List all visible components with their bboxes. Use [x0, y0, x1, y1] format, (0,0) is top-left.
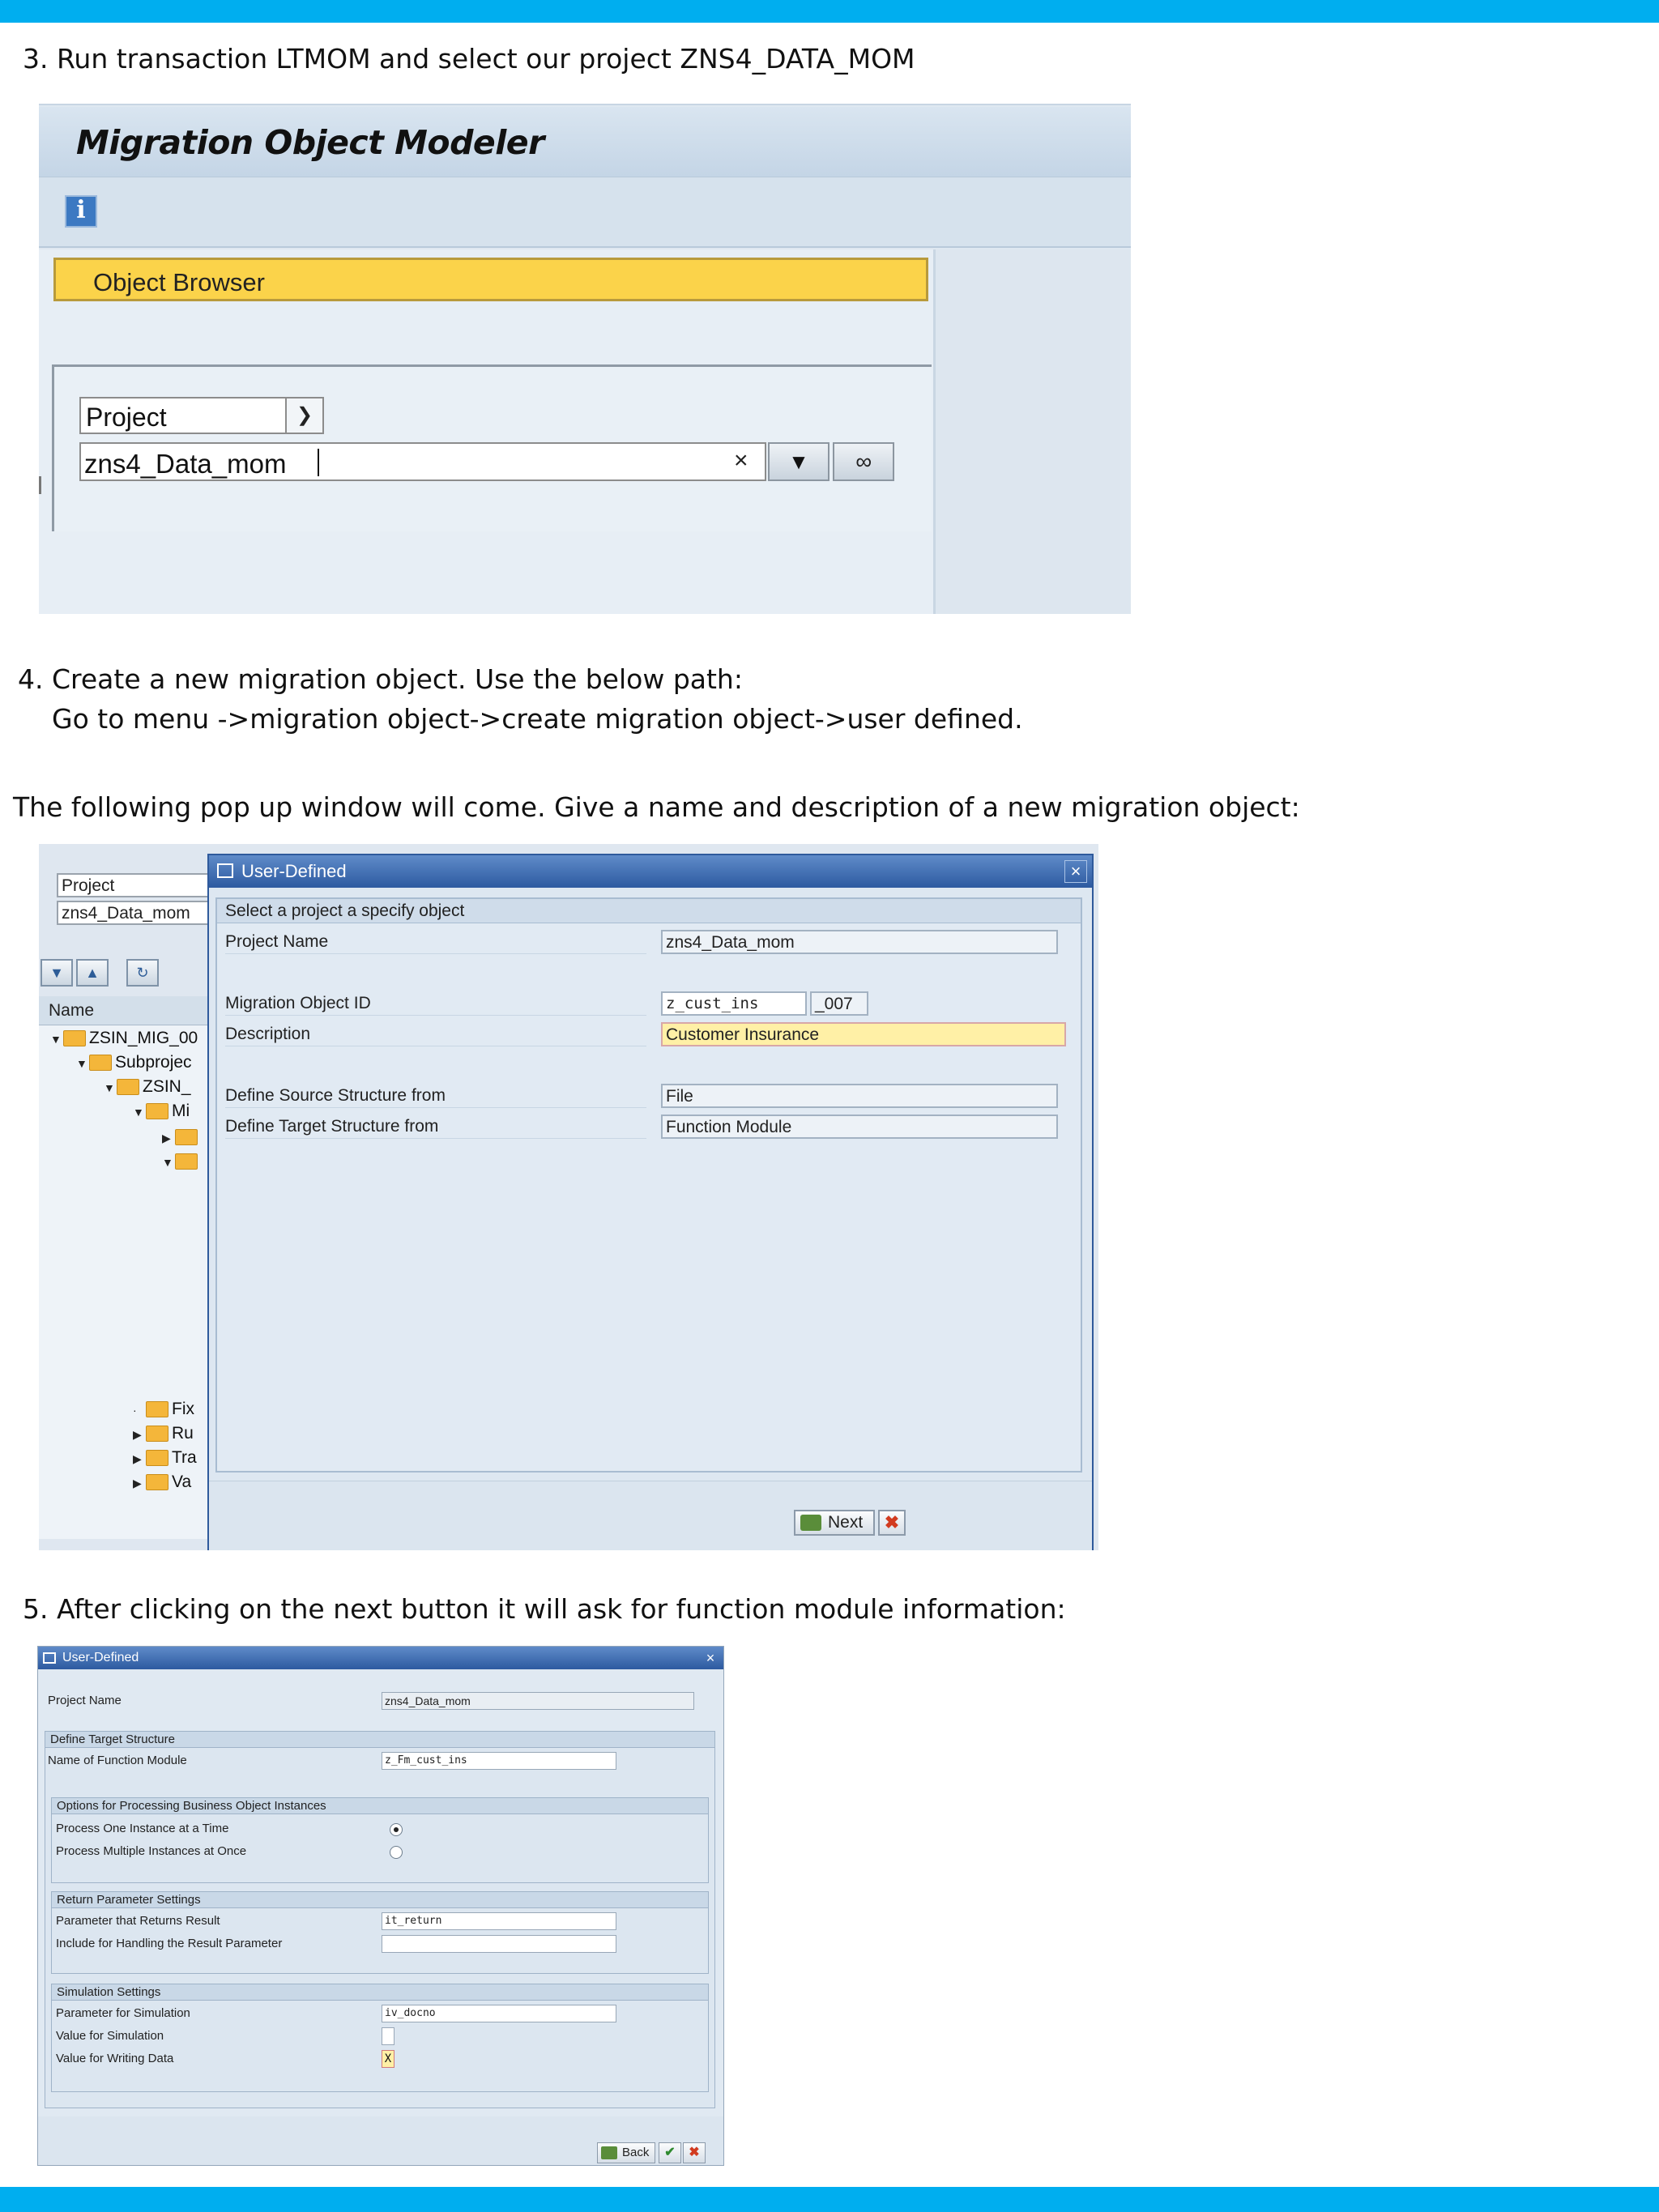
tree-item[interactable]: ▶ Va	[133, 1473, 192, 1491]
folder-icon	[117, 1079, 139, 1095]
glasses-icon[interactable]: ∞	[833, 442, 894, 481]
tree-item[interactable]: ▼ Subprojec	[76, 1053, 192, 1072]
tree-item[interactable]: · Fix	[133, 1400, 194, 1418]
project-name-label: Project Name	[48, 1694, 122, 1707]
dialog-footer	[209, 1481, 1092, 1550]
tree-item[interactable]: ▼	[162, 1152, 201, 1176]
object-tree	[39, 996, 209, 1539]
sim-value-label: Value for Simulation	[56, 2029, 164, 2043]
option-one-radio[interactable]	[390, 1823, 403, 1836]
tree-item[interactable]: ▼ ZSIN_MIG_00	[50, 1029, 198, 1047]
divider	[39, 476, 41, 494]
dialog-title-bar	[209, 855, 1092, 888]
dialog-title: User-Defined	[62, 1651, 139, 1664]
step-4-text: 4. Create a new migration object. Use the below path:	[18, 663, 743, 695]
close-icon[interactable]: ×	[1064, 860, 1087, 883]
dropdown-button[interactable]: ▼	[768, 442, 830, 481]
ltmom-screenshot	[39, 104, 1131, 614]
option-multiple-radio[interactable]	[390, 1846, 403, 1859]
processing-options-section	[51, 1797, 709, 1883]
return-parameter-section	[51, 1891, 709, 1974]
return-param-label: Parameter that Returns Result	[56, 1914, 220, 1928]
user-defined-dialog-screenshot	[39, 844, 1098, 1550]
object-type-value: Project	[86, 403, 167, 432]
next-icon	[800, 1515, 821, 1531]
project-name-field[interactable]: zns4_Data_mom	[382, 1692, 694, 1710]
title-bar	[39, 107, 1131, 177]
sim-value-field[interactable]	[382, 2027, 394, 2045]
function-module-field[interactable]: z_Fm_cust_ins	[382, 1752, 616, 1770]
confirm-icon[interactable]: ✔	[659, 2142, 681, 2163]
migration-object-suffix-field: _007	[810, 991, 868, 1016]
folder-icon	[146, 1103, 168, 1119]
include-field[interactable]	[382, 1935, 616, 1953]
close-icon[interactable]: ×	[706, 1650, 715, 1666]
back-button[interactable]: Back	[597, 2142, 655, 2163]
dialog-icon	[43, 1652, 56, 1664]
dialog-icon	[217, 863, 233, 878]
next-button[interactable]: Next	[794, 1510, 875, 1536]
tree-item[interactable]: ▶ Ru	[133, 1424, 194, 1443]
function-module-dialog-screenshot	[37, 1646, 724, 2166]
tree-item[interactable]: ▶	[162, 1127, 201, 1152]
return-parameter-header: Return Parameter Settings	[52, 1892, 708, 1908]
folder-icon	[89, 1055, 112, 1071]
include-label: Include for Handling the Result Parameter	[56, 1937, 283, 1950]
toolbar	[39, 177, 1131, 248]
group-header: Select a project a specify object	[217, 899, 1081, 923]
refresh-icon[interactable]: ↻	[126, 959, 159, 987]
step-5-text: 5. After clicking on the next button it will ask for function module information:	[23, 1593, 1066, 1625]
folder-icon	[146, 1450, 168, 1466]
target-structure-header: Define Target Structure	[45, 1732, 714, 1748]
cancel-icon[interactable]: ✖	[878, 1510, 906, 1536]
step-4-path: Go to menu ->migration object->create migration object->user defined.	[52, 703, 1023, 735]
tree-item[interactable]: ▼ Mi	[133, 1102, 190, 1120]
write-value-label: Value for Writing Data	[56, 2052, 174, 2065]
info-icon[interactable]: i	[65, 195, 97, 228]
object-definition-group	[215, 897, 1082, 1473]
folder-icon	[146, 1401, 168, 1417]
return-param-field[interactable]: it_return	[382, 1912, 616, 1930]
dialog-title: User-Defined	[241, 861, 347, 881]
migration-object-id-label: Migration Object ID	[225, 991, 646, 1016]
object-type-select[interactable]	[79, 397, 324, 434]
background-project-select[interactable]: Project	[57, 873, 211, 897]
processing-options-header: Options for Processing Business Object Instances	[52, 1798, 708, 1814]
object-browser-header[interactable]	[53, 258, 928, 301]
option-multiple-label: Process Multiple Instances at Once	[56, 1844, 247, 1858]
cancel-icon[interactable]: ✖	[683, 2142, 706, 2163]
folder-icon	[146, 1426, 168, 1442]
tree-item[interactable]: ▼ ZSIN_	[104, 1077, 191, 1096]
source-structure-field[interactable]: File	[661, 1084, 1058, 1108]
back-icon	[601, 2146, 617, 2159]
user-defined-dialog	[207, 854, 1094, 1550]
option-one-label: Process One Instance at a Time	[56, 1822, 229, 1835]
folder-icon	[175, 1129, 198, 1145]
sim-param-field[interactable]: iv_docno	[382, 2005, 616, 2022]
source-structure-label: Define Source Structure from	[225, 1084, 646, 1108]
background-project-input[interactable]: zns4_Data_mom	[57, 901, 211, 925]
popup-note-text: The following pop up window will come. Give a name and description of a new migration object:	[13, 791, 1300, 823]
write-value-field[interactable]: X	[382, 2050, 394, 2068]
description-field[interactable]: Customer Insurance	[661, 1022, 1066, 1046]
top-band	[0, 0, 1659, 23]
right-panel	[933, 249, 1131, 614]
app-title: Migration Object Modeler	[76, 123, 544, 162]
step-3-text: 3. Run transaction LTMOM and select our project ZNS4_DATA_MOM	[23, 43, 915, 75]
object-browser-label: Object Browser	[93, 268, 265, 296]
folder-icon	[175, 1153, 198, 1170]
folder-icon	[63, 1030, 86, 1046]
project-input[interactable]	[79, 442, 766, 481]
tree-header: Name	[39, 996, 209, 1025]
project-name-field[interactable]: zns4_Data_mom	[661, 930, 1058, 954]
tree-item[interactable]: ▶ Tra	[133, 1448, 197, 1467]
description-label: Description	[225, 1022, 646, 1046]
dialog-title-bar	[38, 1647, 723, 1669]
target-structure-label: Define Target Structure from	[225, 1115, 646, 1139]
sim-param-label: Parameter for Simulation	[56, 2006, 190, 2020]
chevron-down-icon[interactable]: ❯	[285, 399, 322, 433]
migration-object-id-field[interactable]: z_cust_ins	[661, 991, 807, 1016]
clear-icon[interactable]: ×	[734, 447, 748, 474]
folder-icon	[146, 1474, 168, 1490]
target-structure-field[interactable]: Function Module	[661, 1115, 1058, 1139]
collapse-all-icon[interactable]: ▲	[76, 959, 109, 987]
project-name-label: Project Name	[225, 930, 646, 954]
text-caret	[318, 449, 319, 476]
simulation-header: Simulation Settings	[52, 1984, 708, 2001]
expand-all-icon[interactable]: ▼	[41, 959, 73, 987]
function-module-label: Name of Function Module	[48, 1754, 187, 1767]
bottom-band	[0, 2187, 1659, 2212]
project-input-value: zns4_Data_mom	[84, 449, 287, 479]
